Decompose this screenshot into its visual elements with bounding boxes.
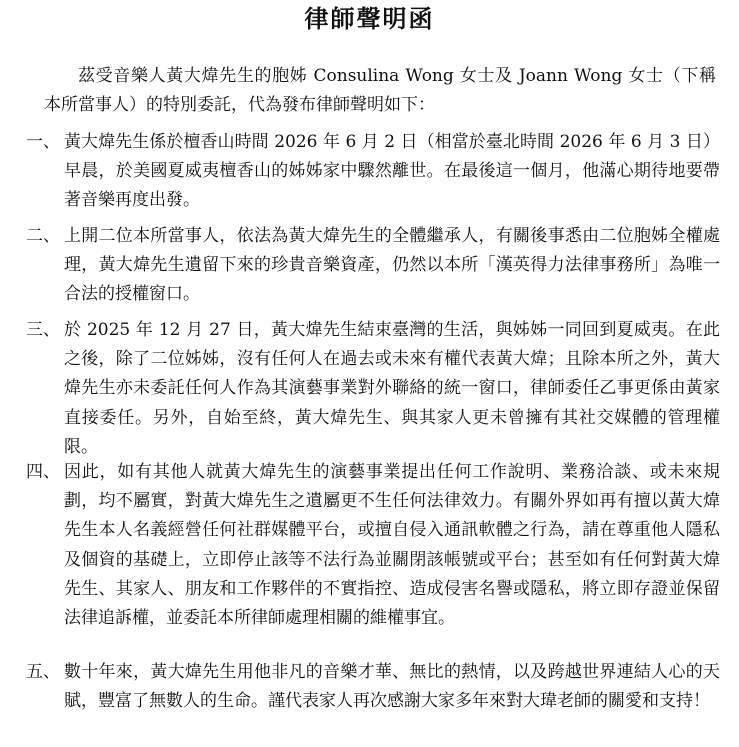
- clause-3-text: 於 2025 年 12 月 27 日，黃大煒先生結束臺灣的生活，與姊姊一同回到夏威夷。在此之後，除了二位姊姊，沒有任何人在過去或未來有權代表黃大煒；且除本所之外，黃大煒先生亦未委託任何人作為其演藝事業對外聯絡的統一窗口，律師委任乙事更係由黃家直接委任。另外，自始至終，黃大煒先生、與其家人更未曾擁有其社交媒體的管理權限。: [64, 320, 720, 457]
- clause-2: [26, 222, 720, 310]
- clause-5-text: 數十年來，黃大煒先生用他非凡的音樂才華、無比的熱情，以及跨越世界連結人心的天賦，豐富了無數人的生命。謹代表家人再次感謝大家多年來對大瑋老師的關愛和支持！: [64, 662, 720, 712]
- clause-1: [26, 128, 720, 216]
- clause-4: [26, 458, 720, 633]
- clause-5-marker: 五、: [26, 662, 60, 682]
- clause-5: [26, 658, 720, 716]
- clause-4-text: 因此，如有其他人就黃大煒先生的演藝事業提出任何工作說明、業務洽談、或未來規劃，均不屬實，對黃大煒先生之遺屬更不生任何法律效力。有關外界如再有擅以黃大煒先生本人名義經營任何社群媒體平台，或擅自侵入通訊軟體之行為，請在尊重他人隱私及個資的基礎上，立即停止該等不法行為並關閉該帳號或平台；甚至如有任何對黃大煒先生、其家人、朋友和工作夥伴的不實指控、造成侵害名譽或隱私，將立即存證並保留法律追訴權，並委託本所律師處理相關的維權事宜。: [64, 462, 720, 629]
- document-title: 律師聲明函: [304, 4, 435, 33]
- clause-2-text: 上開二位本所當事人，依法為黃大煒先生的全體繼承人，有關後事悉由二位胞姊全權處理，黃大煒先生遺留下來的珍貴音樂資產，仍然以本所「漢英得力法律事務所」為唯一合法的授權窗口。: [64, 226, 720, 305]
- clause-1-text: 黃大煒先生係於檀香山時間 2026 年 6 月 2 日（相當於臺北時間 2026 年 6 月 3 日）早晨，於美國夏威夷檀香山的姊姊家中驟然離世。在最後這一個月，他滿心期待地要帶著音樂再度出發。: [64, 132, 720, 211]
- clause-3: [26, 316, 720, 462]
- clause-2-marker: 二、: [26, 226, 60, 246]
- clause-4-marker: 四、: [26, 462, 60, 482]
- clause-3-marker: 三、: [26, 320, 60, 340]
- clause-1-marker: 一、: [26, 132, 60, 152]
- intro-paragraph: 茲受音樂人黃大煒先生的胞姊 Consulina Wong 女士及 Joann Wong 女士（下稱本所當事人）的特別委託，代為發布律師聲明如下：: [44, 66, 716, 115]
